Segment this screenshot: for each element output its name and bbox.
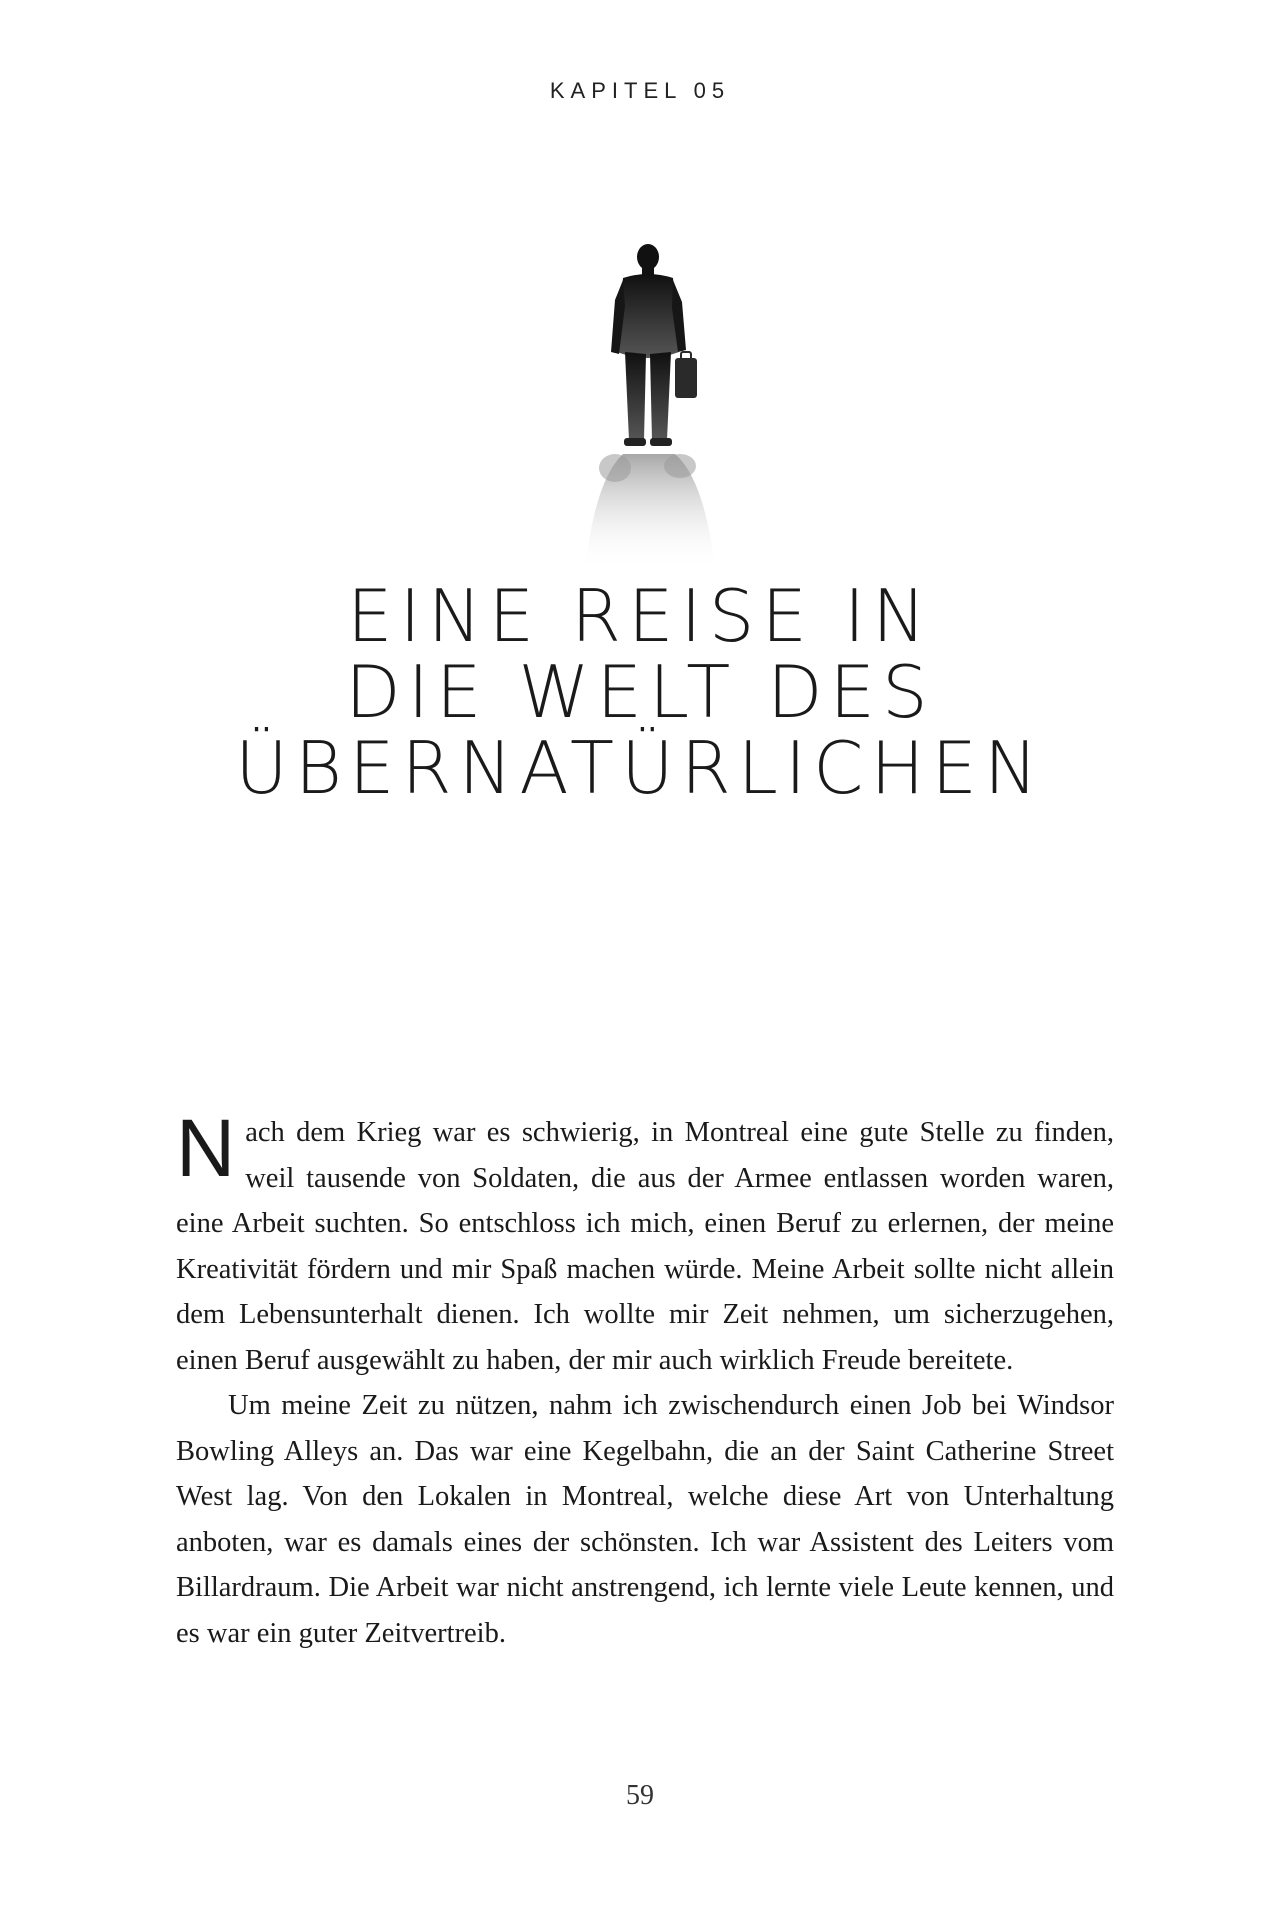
paragraph-2: Um meine Zeit zu nützen, nahm ich zwischendurch einen Job bei Windsor Bowling Alleys an. Das war eine Kegelbahn, die an der Saint Catherine Street West lag. Von den Lokalen in Montreal, welche diese Art von Unterhaltung anboten, war es damals eines der schönsten. Ich war Assistent des Leiters vom Billardraum. Die Arbeit war nicht anstrengend, ich lernte viele Leute kennen, und es war ein guter Zeitvertreib. [176, 1390, 1114, 1649]
paragraph-1-text: ach dem Krieg war es schwierig, in Montreal eine gute Stelle zu finden, weil tausende von Soldaten, die aus der Armee entlassen worden waren, eine Arbeit suchten. So entschloss ich mich, einen Beruf zu erlernen, der meine Kreativität fördern und mir Spaß machen würde. Meine Arbeit sollte nicht allein dem Lebensunterhalt dienen. Ich wollte mir Zeit nehmen, um sicherzugehen, einen Beruf ausgewählt zu haben, der mir auch wirklich Freude bereitete. [176, 1117, 1114, 1376]
page-number: 59 [626, 1780, 654, 1811]
chapter-title-line-2: DIE WELT DES [345, 650, 935, 734]
chapter-title-line-3: ÜBERNATÜRLICHEN [235, 726, 1045, 810]
paragraph-1 [176, 1103, 1114, 1383]
body-text [176, 1103, 1114, 1656]
chapter-label: KAPITEL 05 [549, 78, 731, 103]
chapter-title-line-1: EINE REISE IN [347, 574, 933, 658]
drop-cap: N [176, 1103, 236, 1194]
walking-man-icon [545, 240, 755, 570]
chapter-title [0, 574, 1280, 810]
